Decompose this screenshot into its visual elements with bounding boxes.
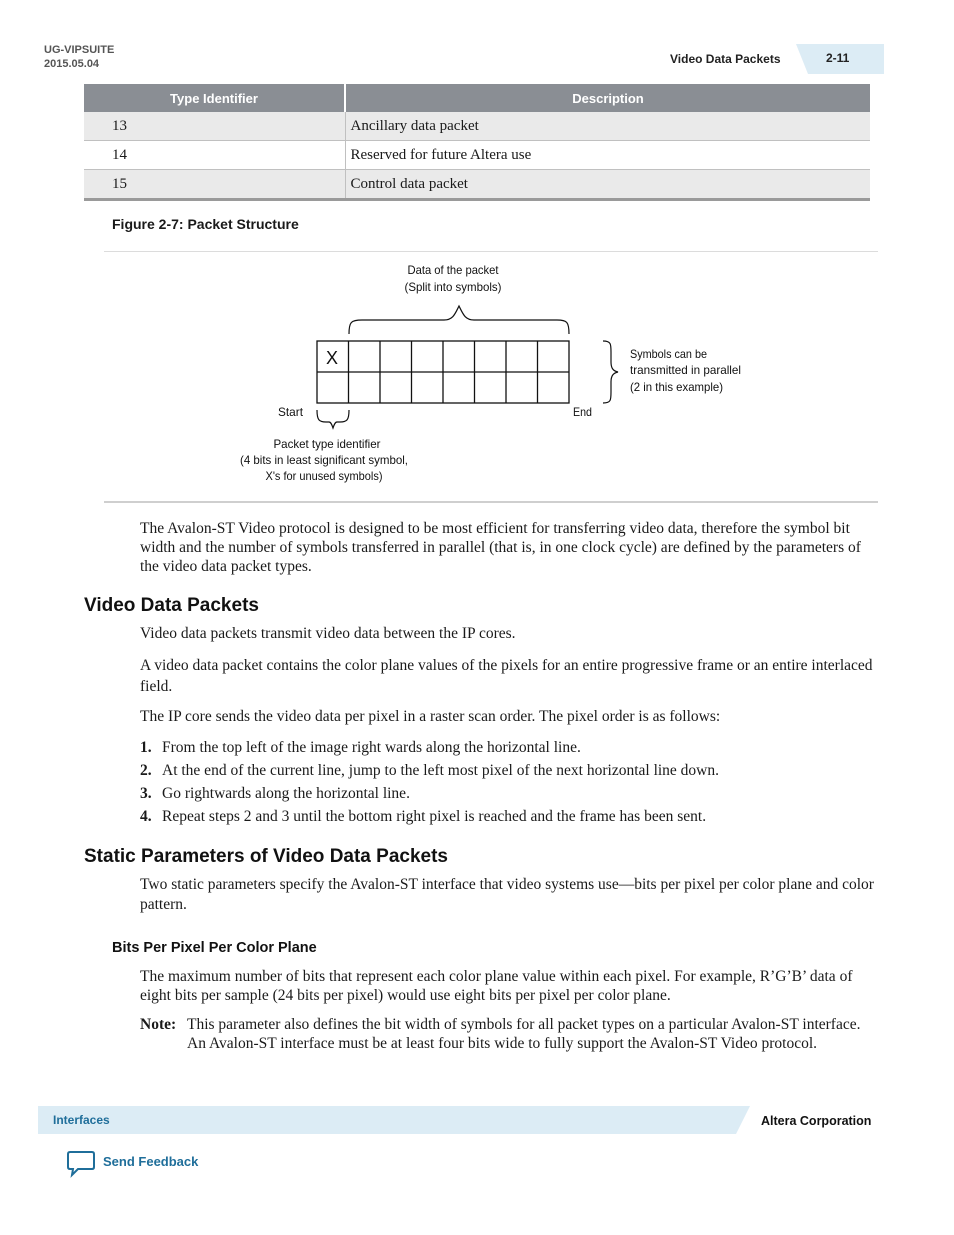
footer-band-shape (38, 1106, 750, 1134)
type-id-cell: 13 (84, 112, 345, 141)
list-item (140, 807, 880, 830)
page-number: 2-11 (826, 51, 850, 65)
step-text: At the end of the current line, jump to the left most pixel of the next horizontal line down. (162, 762, 720, 779)
step-number: 4. (140, 808, 152, 825)
doc-id-text: UG-VIPSUITE (44, 44, 115, 56)
description-cell: Reserved for future Altera use (345, 141, 870, 170)
footer-company: Altera Corporation (761, 1114, 872, 1128)
top-label-line2: (Split into symbols) (404, 280, 502, 294)
step-text: From the top left of the image right wards along the horizontal line. (162, 739, 581, 756)
step-text: Repeat steps 2 and 3 until the bottom right pixel is reached and the frame has been sent. (162, 808, 707, 825)
list-item (140, 761, 880, 784)
data-brace (349, 306, 569, 334)
note-label: Note: (140, 1016, 177, 1033)
footer-band (38, 1106, 750, 1134)
list-item (140, 784, 880, 807)
static-parameters-heading: Static Parameters of Video Data Packets (84, 846, 448, 867)
column-header-type-identifier: Type Identifier (84, 84, 345, 112)
list-item (140, 738, 880, 761)
type-id-cell: 14 (84, 141, 345, 170)
end-label: End (573, 405, 592, 419)
parallel-brace (603, 341, 618, 403)
bits-per-pixel-paragraph: The maximum number of bits that represent each color plane value within each pixel. For example, R’G’B’ data of eight bits per sample (24 bits per pixel) would use eight bits per pixel per color plane. (140, 968, 853, 1004)
right-label-line2: transmitted in parallel (630, 363, 741, 377)
x-mark: X (325, 348, 339, 368)
intro-paragraph: The Avalon-ST Video protocol is designed to be most efficient for transferring video data, therefore the symbol bit width and the number of symbols transferred in parallel (that is, in one clock cycle) are defined by the parameters of the video data packet types. (140, 520, 861, 575)
header-section-title: Video Data Packets (670, 52, 781, 66)
figure-bottom-divider (104, 501, 878, 503)
footer-section-link[interactable]: Interfaces (53, 1113, 110, 1127)
video-packets-paragraph-3: The IP core sends the video data per pixel in a raster scan order. The pixel order is as follows: (140, 708, 721, 725)
bottom-label-line2: (4 bits in least significant symbol, (240, 453, 408, 467)
right-label-line1: Symbols can be (630, 347, 708, 361)
pixel-order-list (140, 738, 880, 830)
step-number: 1. (140, 739, 152, 756)
static-parameters-paragraph: Two static parameters specify the Avalon-ST interface that video systems use—bits per pixel per color plane and color pattern. (140, 876, 874, 913)
type-id-cell: 15 (84, 170, 345, 200)
feedback-bubble (68, 1152, 94, 1175)
bits-per-pixel-heading: Bits Per Pixel Per Color Plane (112, 940, 317, 956)
step-text: Go rightwards along the horizontal line. (162, 785, 410, 802)
doc-date-text: 2015.05.04 (44, 58, 100, 70)
bottom-label-line1: Packet type identifier (273, 437, 381, 451)
packet-structure-diagram (0, 0, 954, 520)
video-data-packets-heading: Video Data Packets (84, 595, 259, 616)
description-cell: Control data packet (345, 170, 870, 200)
right-label-line3: (2 in this example) (630, 380, 723, 394)
bottom-label-line3: X's for unused symbols) (265, 469, 383, 483)
step-number: 3. (140, 785, 152, 802)
video-packets-paragraph-2: A video data packet contains the color plane values of the pixels for an entire progressive frame or an entire interlaced field. (140, 657, 873, 695)
description-cell: Ancillary data packet (345, 112, 870, 141)
video-packets-paragraph-1: Video data packets transmit video data between the IP cores. (140, 625, 516, 642)
symbol-grid (317, 341, 569, 403)
identifier-brace (317, 410, 349, 428)
column-header-description: Description (345, 84, 870, 112)
feedback-icon[interactable] (66, 1150, 96, 1178)
top-label-line1: Data of the packet (407, 263, 500, 277)
send-feedback-link[interactable]: Send Feedback (103, 1154, 199, 1169)
start-label: Start (278, 405, 304, 419)
note-text: This parameter also defines the bit width of symbols for all packet types on a particular Avalon-ST interface. An Avalon-ST interface must be at least four bits wide to fully support the Avalon-ST Video protocol. (187, 1016, 861, 1052)
figure-caption: Figure 2-7: Packet Structure (112, 216, 299, 232)
step-number: 2. (140, 762, 152, 779)
